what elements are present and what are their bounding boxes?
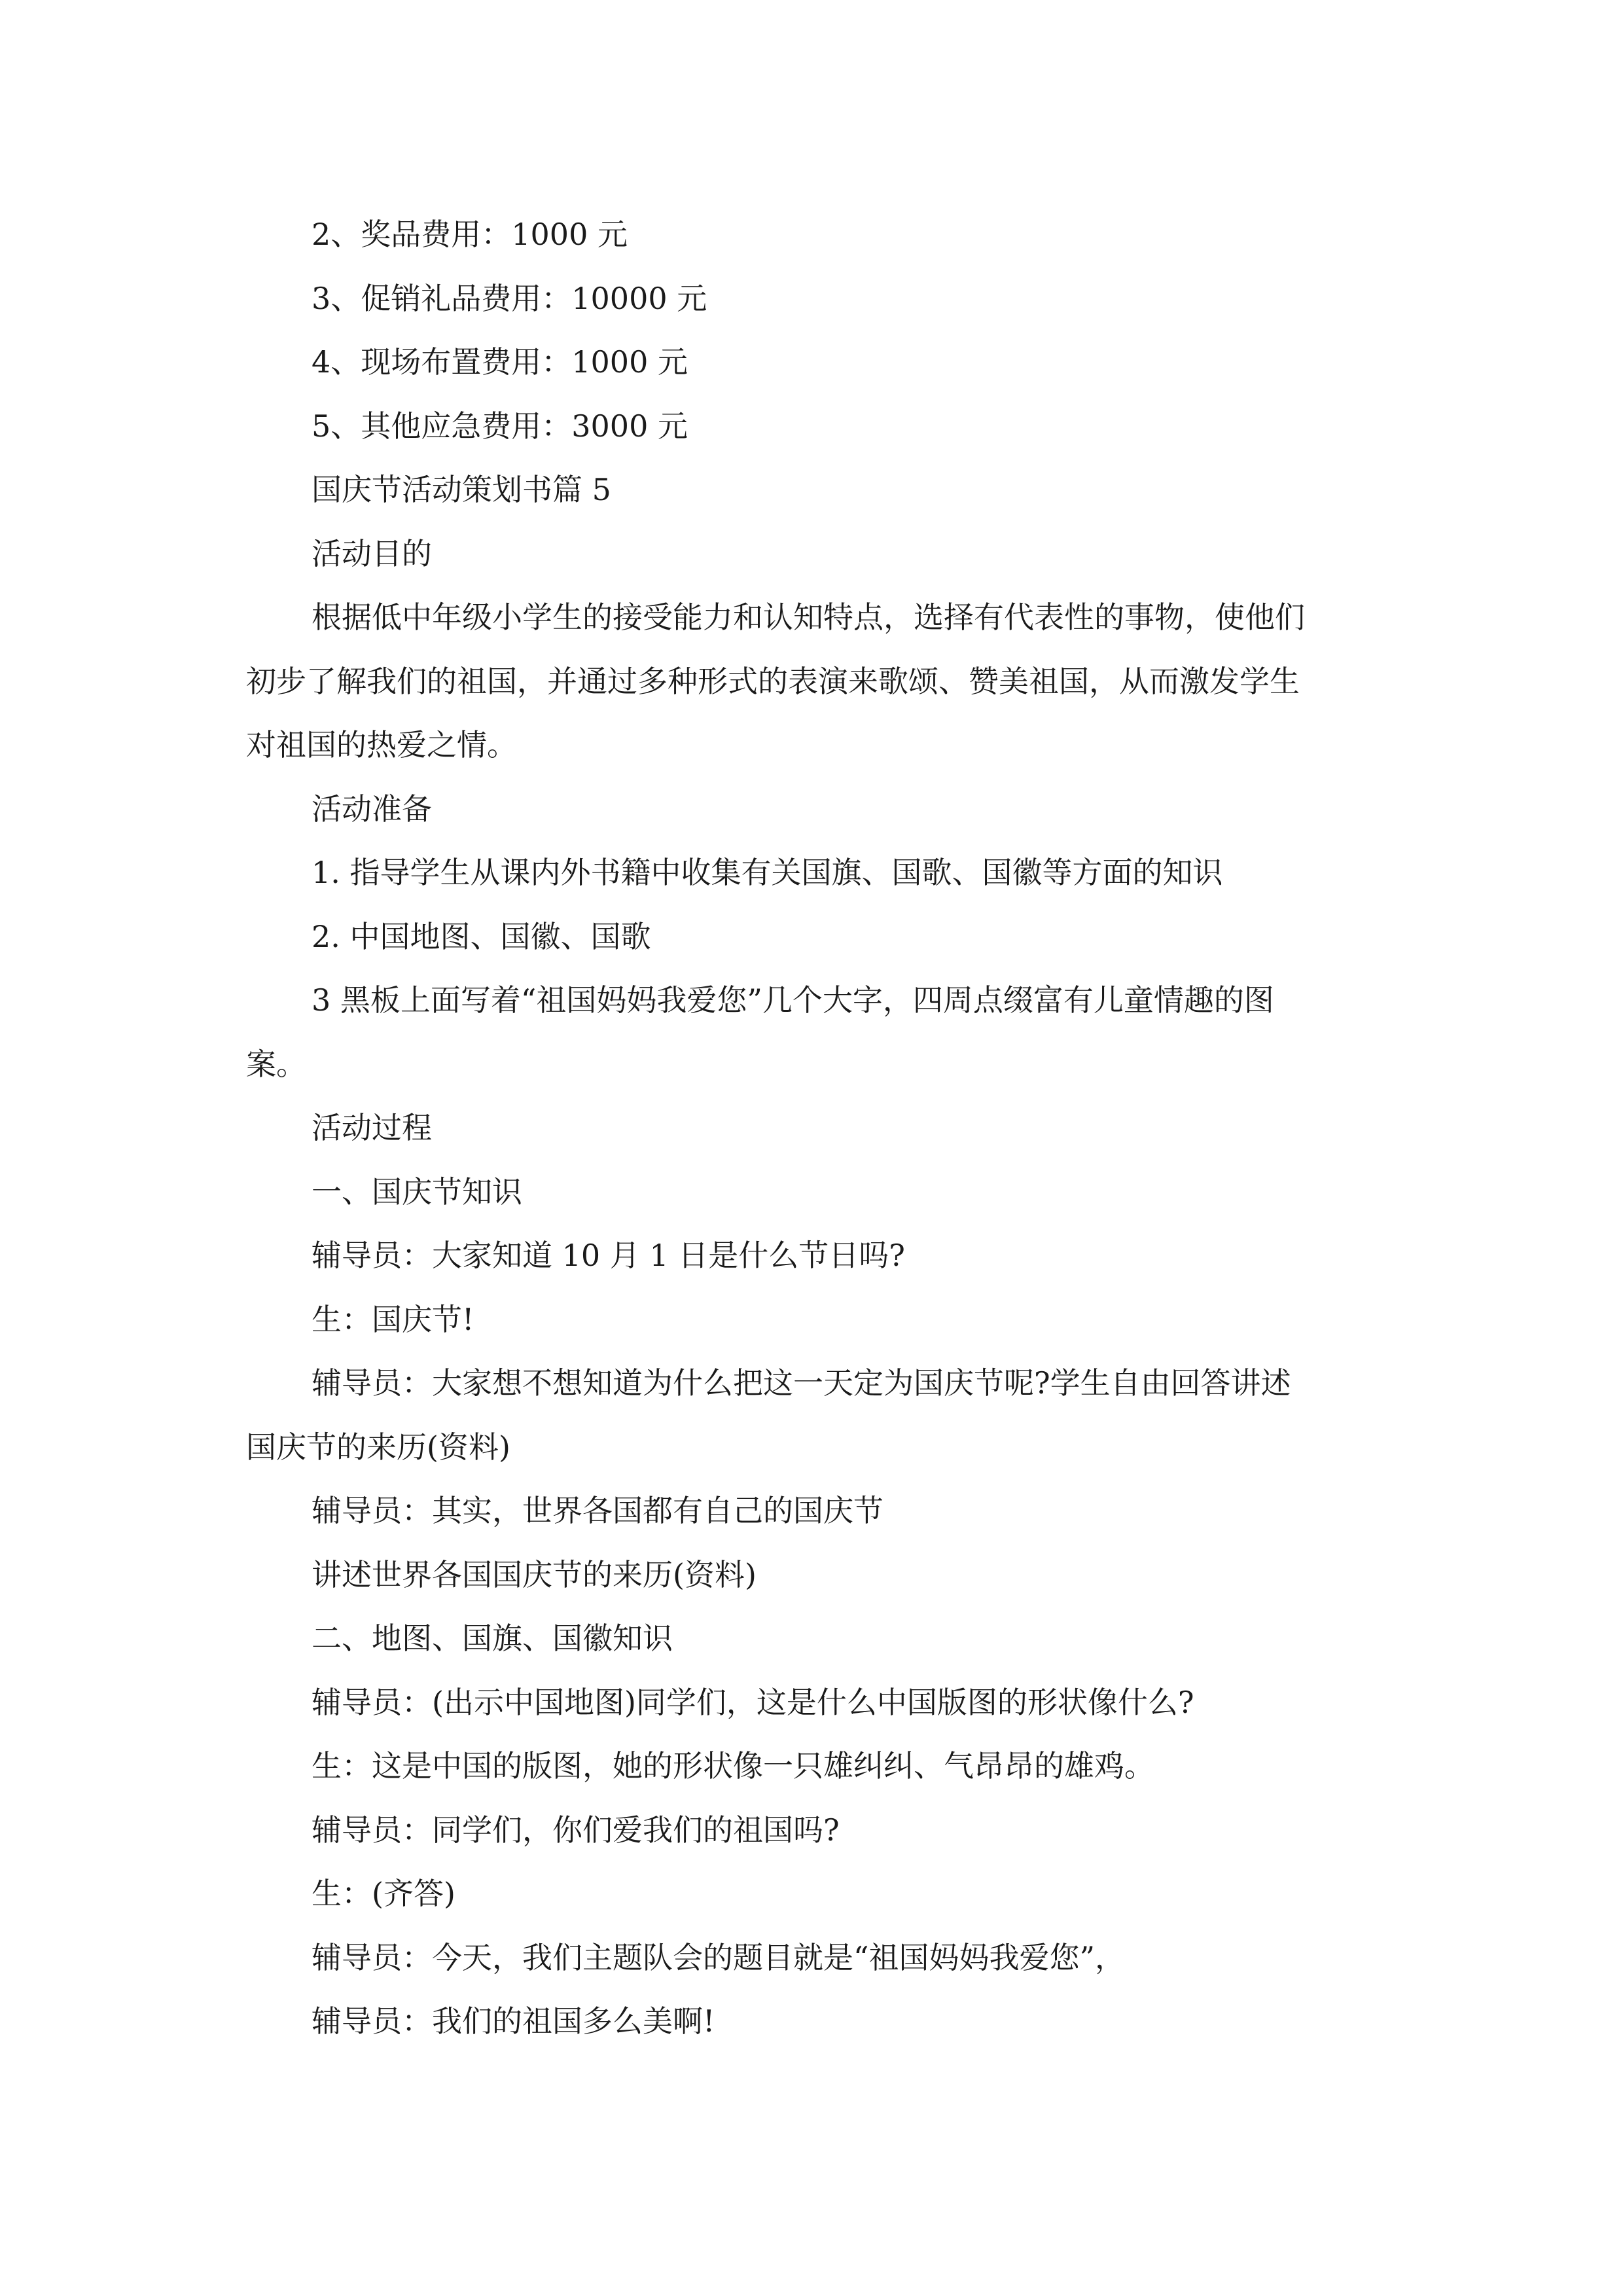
dialogue-line: 生：(齐答) <box>312 1876 455 1911</box>
dialogue-line: 辅导员：其实，世界各国都有自己的国庆节 <box>312 1493 883 1528</box>
preparation-item: 3 黑板上面写着“祖国妈妈我爱您”几个大字，四周点缀富有儿童情趣的图 <box>312 982 1274 1018</box>
budget-item-prizes: 2、奖品费用：1000 元 <box>312 217 628 252</box>
dialogue-line: 辅导员：大家想不想知道为什么把这一天定为国庆节呢?学生自由回答讲述 <box>312 1365 1291 1401</box>
section-title: 国庆节活动策划书篇 5 <box>312 472 611 507</box>
heading-process: 活动过程 <box>312 1110 432 1145</box>
dialogue-line: 辅导员：大家知道 10 月 1 日是什么节日吗? <box>312 1238 905 1273</box>
budget-item-setup: 4、现场布置费用：1000 元 <box>312 344 688 380</box>
dialogue-line: 辅导员：同学们，你们爱我们的祖国吗? <box>312 1812 840 1848</box>
purpose-paragraph-line: 根据低中年级小学生的接受能力和认知特点，选择有代表性的事物，使他们 <box>312 600 1305 635</box>
preparation-item: 2. 中国地图、国徽、国歌 <box>312 918 651 954</box>
heading-preparation: 活动准备 <box>312 791 432 827</box>
budget-item-gifts: 3、促销礼品费用：10000 元 <box>312 280 707 316</box>
dialogue-line: 讲述世界各国国庆节的来历(资料) <box>312 1556 757 1592</box>
dialogue-line: 辅导员：今天，我们主题队会的题目就是“祖国妈妈我爱您”， <box>312 1939 1126 1975</box>
heading-purpose: 活动目的 <box>312 535 432 571</box>
subheading-map-flag-emblem: 二、地图、国旗、国徽知识 <box>312 1621 673 1656</box>
dialogue-line-continued: 国庆节的来历(资料) <box>246 1429 510 1465</box>
purpose-paragraph-line: 对祖国的热爱之情。 <box>246 727 517 762</box>
subheading-national-day-knowledge: 一、国庆节知识 <box>312 1174 522 1210</box>
preparation-item-continued: 案。 <box>246 1046 306 1082</box>
document-body <box>246 203 1378 2054</box>
budget-item-contingency: 5、其他应急费用：3000 元 <box>312 408 688 444</box>
dialogue-line: 辅导员：我们的祖国多么美啊! <box>312 2003 715 2039</box>
purpose-paragraph-line: 初步了解我们的祖国，并通过多种形式的表演来歌颂、赞美祖国，从而激发学生 <box>246 663 1300 699</box>
preparation-item: 1. 指导学生从课内外书籍中收集有关国旗、国歌、国徽等方面的知识 <box>312 855 1223 890</box>
dialogue-line: 生：这是中国的版图，她的形状像一只雄纠纠、气昂昂的雄鸡。 <box>312 1748 1154 1784</box>
dialogue-line: 辅导员：(出示中国地图)同学们，这是什么中国版图的形状像什么? <box>312 1684 1194 1720</box>
dialogue-line: 生：国庆节! <box>312 1301 474 1337</box>
